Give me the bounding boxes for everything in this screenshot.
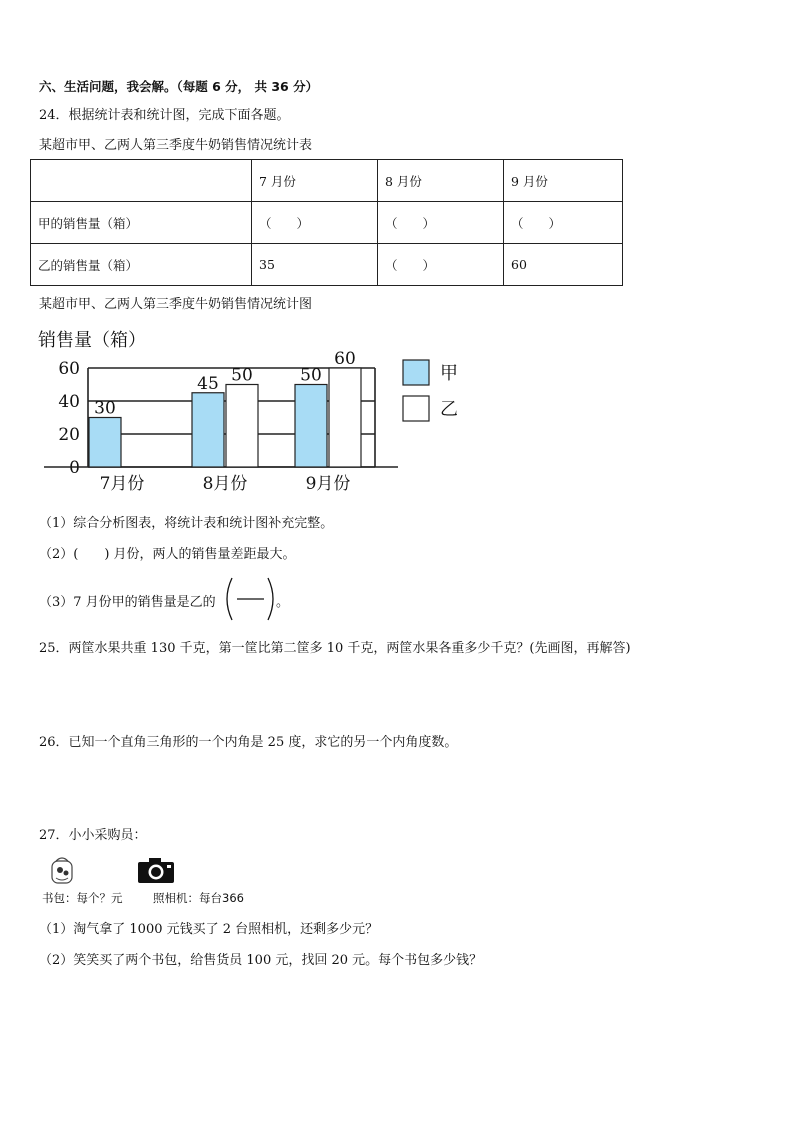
table-header-cell: 8 月份 xyxy=(378,160,504,202)
camera-price-label: 照相机：每台366 xyxy=(153,891,244,905)
q25-text: 25．两筐水果共重 130 千克，第一筐比第二筐多 10 千克，两筐水果各重多少千克？(先画图，再解答) xyxy=(39,641,631,656)
q24-sub1: （1）综合分析图表，将统计表和统计图补充完整。 xyxy=(39,516,334,531)
table-cell: （ ） xyxy=(252,202,378,244)
section-title: 六、生活问题，我会解。（每题 6 分， 共 36 分） xyxy=(39,79,319,94)
table-cell: （ ） xyxy=(504,202,623,244)
fraction-blank xyxy=(224,576,276,622)
y-axis-label: 销售量（箱） xyxy=(38,330,146,351)
x-tick-label: 8月份 xyxy=(202,474,248,494)
table-header-cell xyxy=(31,160,252,202)
table-header-cell: 9 月份 xyxy=(504,160,623,202)
table-cell: 35 xyxy=(252,244,378,286)
data-label: 45 xyxy=(197,373,219,394)
x-tick-label: 9月份 xyxy=(305,474,351,494)
schoolbag-icon xyxy=(46,855,78,885)
table-cell: 60 xyxy=(504,244,623,286)
camera-icon xyxy=(137,857,175,885)
data-label: 50 xyxy=(300,365,322,386)
schoolbag-price-label: 书包：每个？元 xyxy=(42,891,123,905)
q24-sub3-suffix: 。 xyxy=(276,595,290,610)
q27-sub2: （2）笑笑买了两个书包，给售货员 100 元，找回 20 元。每个书包多少钱？ xyxy=(39,953,483,968)
data-label: 50 xyxy=(231,365,253,386)
q24-intro: 24．根据统计表和统计图，完成下面各题。 xyxy=(39,108,290,123)
data-label: 30 xyxy=(94,398,116,419)
x-tick-label: 7月份 xyxy=(99,474,145,494)
q24-sub2: （2）( ) 月份，两人的销售量差距最大。 xyxy=(39,547,296,562)
table-header-cell: 7 月份 xyxy=(252,160,378,202)
q26-text: 26．已知一个直角三角形的一个内角是 25 度，求它的另一个内角度数。 xyxy=(39,735,458,750)
bar-chart xyxy=(30,322,470,502)
legend-label: 甲 xyxy=(440,363,458,384)
y-tick-label: 20 xyxy=(58,425,80,445)
legend-label: 乙 xyxy=(440,399,458,420)
bar-乙 xyxy=(226,385,258,468)
table-cell: 甲的销售量（箱） xyxy=(31,202,252,244)
q27-sub1: （1）淘气拿了 1000 元钱买了 2 台照相机，还剩多少元？ xyxy=(39,922,379,937)
q24-chart-title: 某超市甲、乙两人第三季度牛奶销售情况统计图 xyxy=(39,297,313,312)
legend-swatch xyxy=(403,360,429,385)
data-label: 60 xyxy=(334,349,356,369)
table-cell: 乙的销售量（箱） xyxy=(31,244,252,286)
q27-intro: 27．小小采购员： xyxy=(39,828,147,843)
y-tick-label: 0 xyxy=(69,458,80,478)
table-row xyxy=(31,202,623,244)
bar-乙 xyxy=(329,368,361,467)
bar-甲 xyxy=(192,393,224,467)
y-tick-label: 40 xyxy=(58,392,80,412)
legend-swatch xyxy=(403,396,429,421)
q24-table-title: 某超市甲、乙两人第三季度牛奶销售情况统计表 xyxy=(39,138,313,153)
table-cell: （ ） xyxy=(378,202,504,244)
statistics-table xyxy=(30,159,623,286)
q24-sub3-prefix: （3）7 月份甲的销售量是乙的 xyxy=(39,595,216,610)
table-header-row xyxy=(31,160,623,202)
bar-甲 xyxy=(295,385,327,468)
table-row xyxy=(31,244,623,286)
table-cell: （ ） xyxy=(378,244,504,286)
bar-甲 xyxy=(89,418,121,468)
y-tick-label: 60 xyxy=(58,359,80,379)
